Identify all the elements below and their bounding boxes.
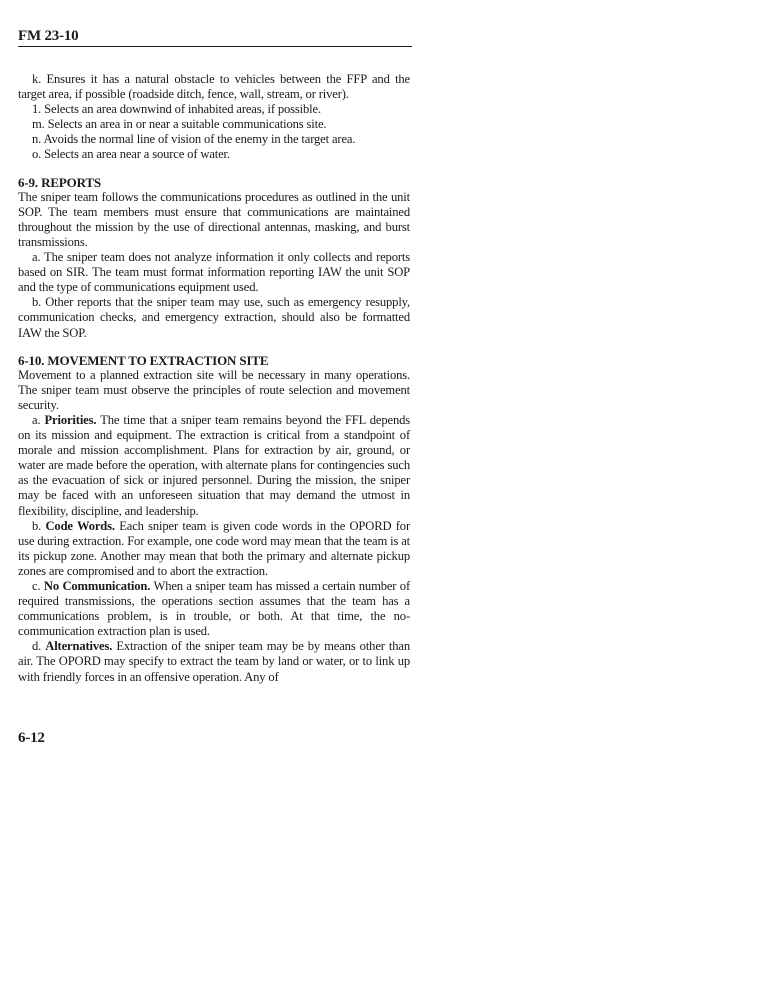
document-page xyxy=(18,0,412,1008)
section-heading-reports: 6-9. REPORTS xyxy=(18,174,101,190)
para-c-label: c. xyxy=(32,579,41,593)
page-number: 6-12 xyxy=(18,730,45,746)
para-b-title: Code Words. xyxy=(45,518,115,533)
para-b-label: b. xyxy=(32,518,42,533)
reports-intro: The sniper team follows the communications procedures as outlined in the unit SOP. The team members must ensure that communications are maintained throughout the mission by the use of directional antennas, masking, and burst transmissions. xyxy=(18,189,410,249)
section-spacer xyxy=(18,163,410,175)
para-d-label: d. xyxy=(32,639,42,654)
page-header xyxy=(18,28,412,47)
para-a-title: Priorities. xyxy=(44,412,97,427)
reports-para-b: b. Other reports that the sniper team may use, such as emergency resupply, communication checks, and emergency extraction, should also be formatted IAW the SOP. xyxy=(18,295,410,340)
extraction-para-b xyxy=(18,519,410,579)
manual-title: FM 23-10 xyxy=(18,28,79,44)
extraction-para-a xyxy=(18,413,410,519)
para-b-text: Each sniper team is given code words in the OPORD for use during extraction. For example, one code word may mean that the team is at its pickup zone. Another may mean that both the primary and alternate pickup zones are compromised and to abort the extraction. xyxy=(18,518,410,578)
para-a-label: a. xyxy=(32,412,41,427)
list-item-k: k. Ensures it has a natural obstacle to vehicles between the FFP and the target area, if possible (roadside ditch, fence, wall, stream, or river). xyxy=(18,72,410,102)
para-c-text: When a sniper team has missed a certain number of required transmissions, the operations section assumes that the team has a communications problem, is in trouble, or both. At that time, the no-communication extraction plan is used. xyxy=(18,579,410,639)
list-item-n: n. Avoids the normal line of vision of the enemy in the target area. xyxy=(32,132,356,147)
para-a-text: The time that a sniper team remains beyond the FFL depends on its mission and equipment. The extraction is critical from a standpoint of morale and mission accomplishment. Plans for extraction by air, ground, or water are made before the operation, with alternate plans for contingencies such as the evacuation of sick or injured personnel. During the mission, the sniper may be faced with an unforeseen situation that may demand the utmost in flexibility, discipline, and leadership. xyxy=(18,412,410,518)
list-item-o: o. Selects an area near a source of water. xyxy=(32,147,230,162)
para-d-title: Alternatives. xyxy=(45,639,113,654)
section-heading-extraction: 6-10. MOVEMENT TO EXTRACTION SITE xyxy=(18,352,269,368)
para-d-text: Extraction of the sniper team may be by means other than air. The OPORD may specify to extract the team by land or water, or to link up with friendly forces in an offensive operation. Any of xyxy=(18,639,410,684)
para-c-title: No Communication. xyxy=(43,579,151,593)
body-text xyxy=(18,72,410,685)
list-item-m: m. Selects an area in or near a suitable communications site. xyxy=(32,117,327,132)
section-spacer xyxy=(18,341,410,353)
reports-para-a: a. The sniper team does not analyze information it only collects and reports based on SIR. The team must format information reporting IAW the unit SOP and the type of communications equipment used. xyxy=(18,250,410,295)
extraction-para-c xyxy=(18,579,410,639)
list-item-l: 1. Selects an area downwind of inhabited areas, if possible. xyxy=(32,102,321,117)
extraction-intro: Movement to a planned extraction site will be necessary in many operations. The sniper team must observe the principles of route selection and movement security. xyxy=(18,367,410,412)
extraction-para-d xyxy=(18,639,410,684)
